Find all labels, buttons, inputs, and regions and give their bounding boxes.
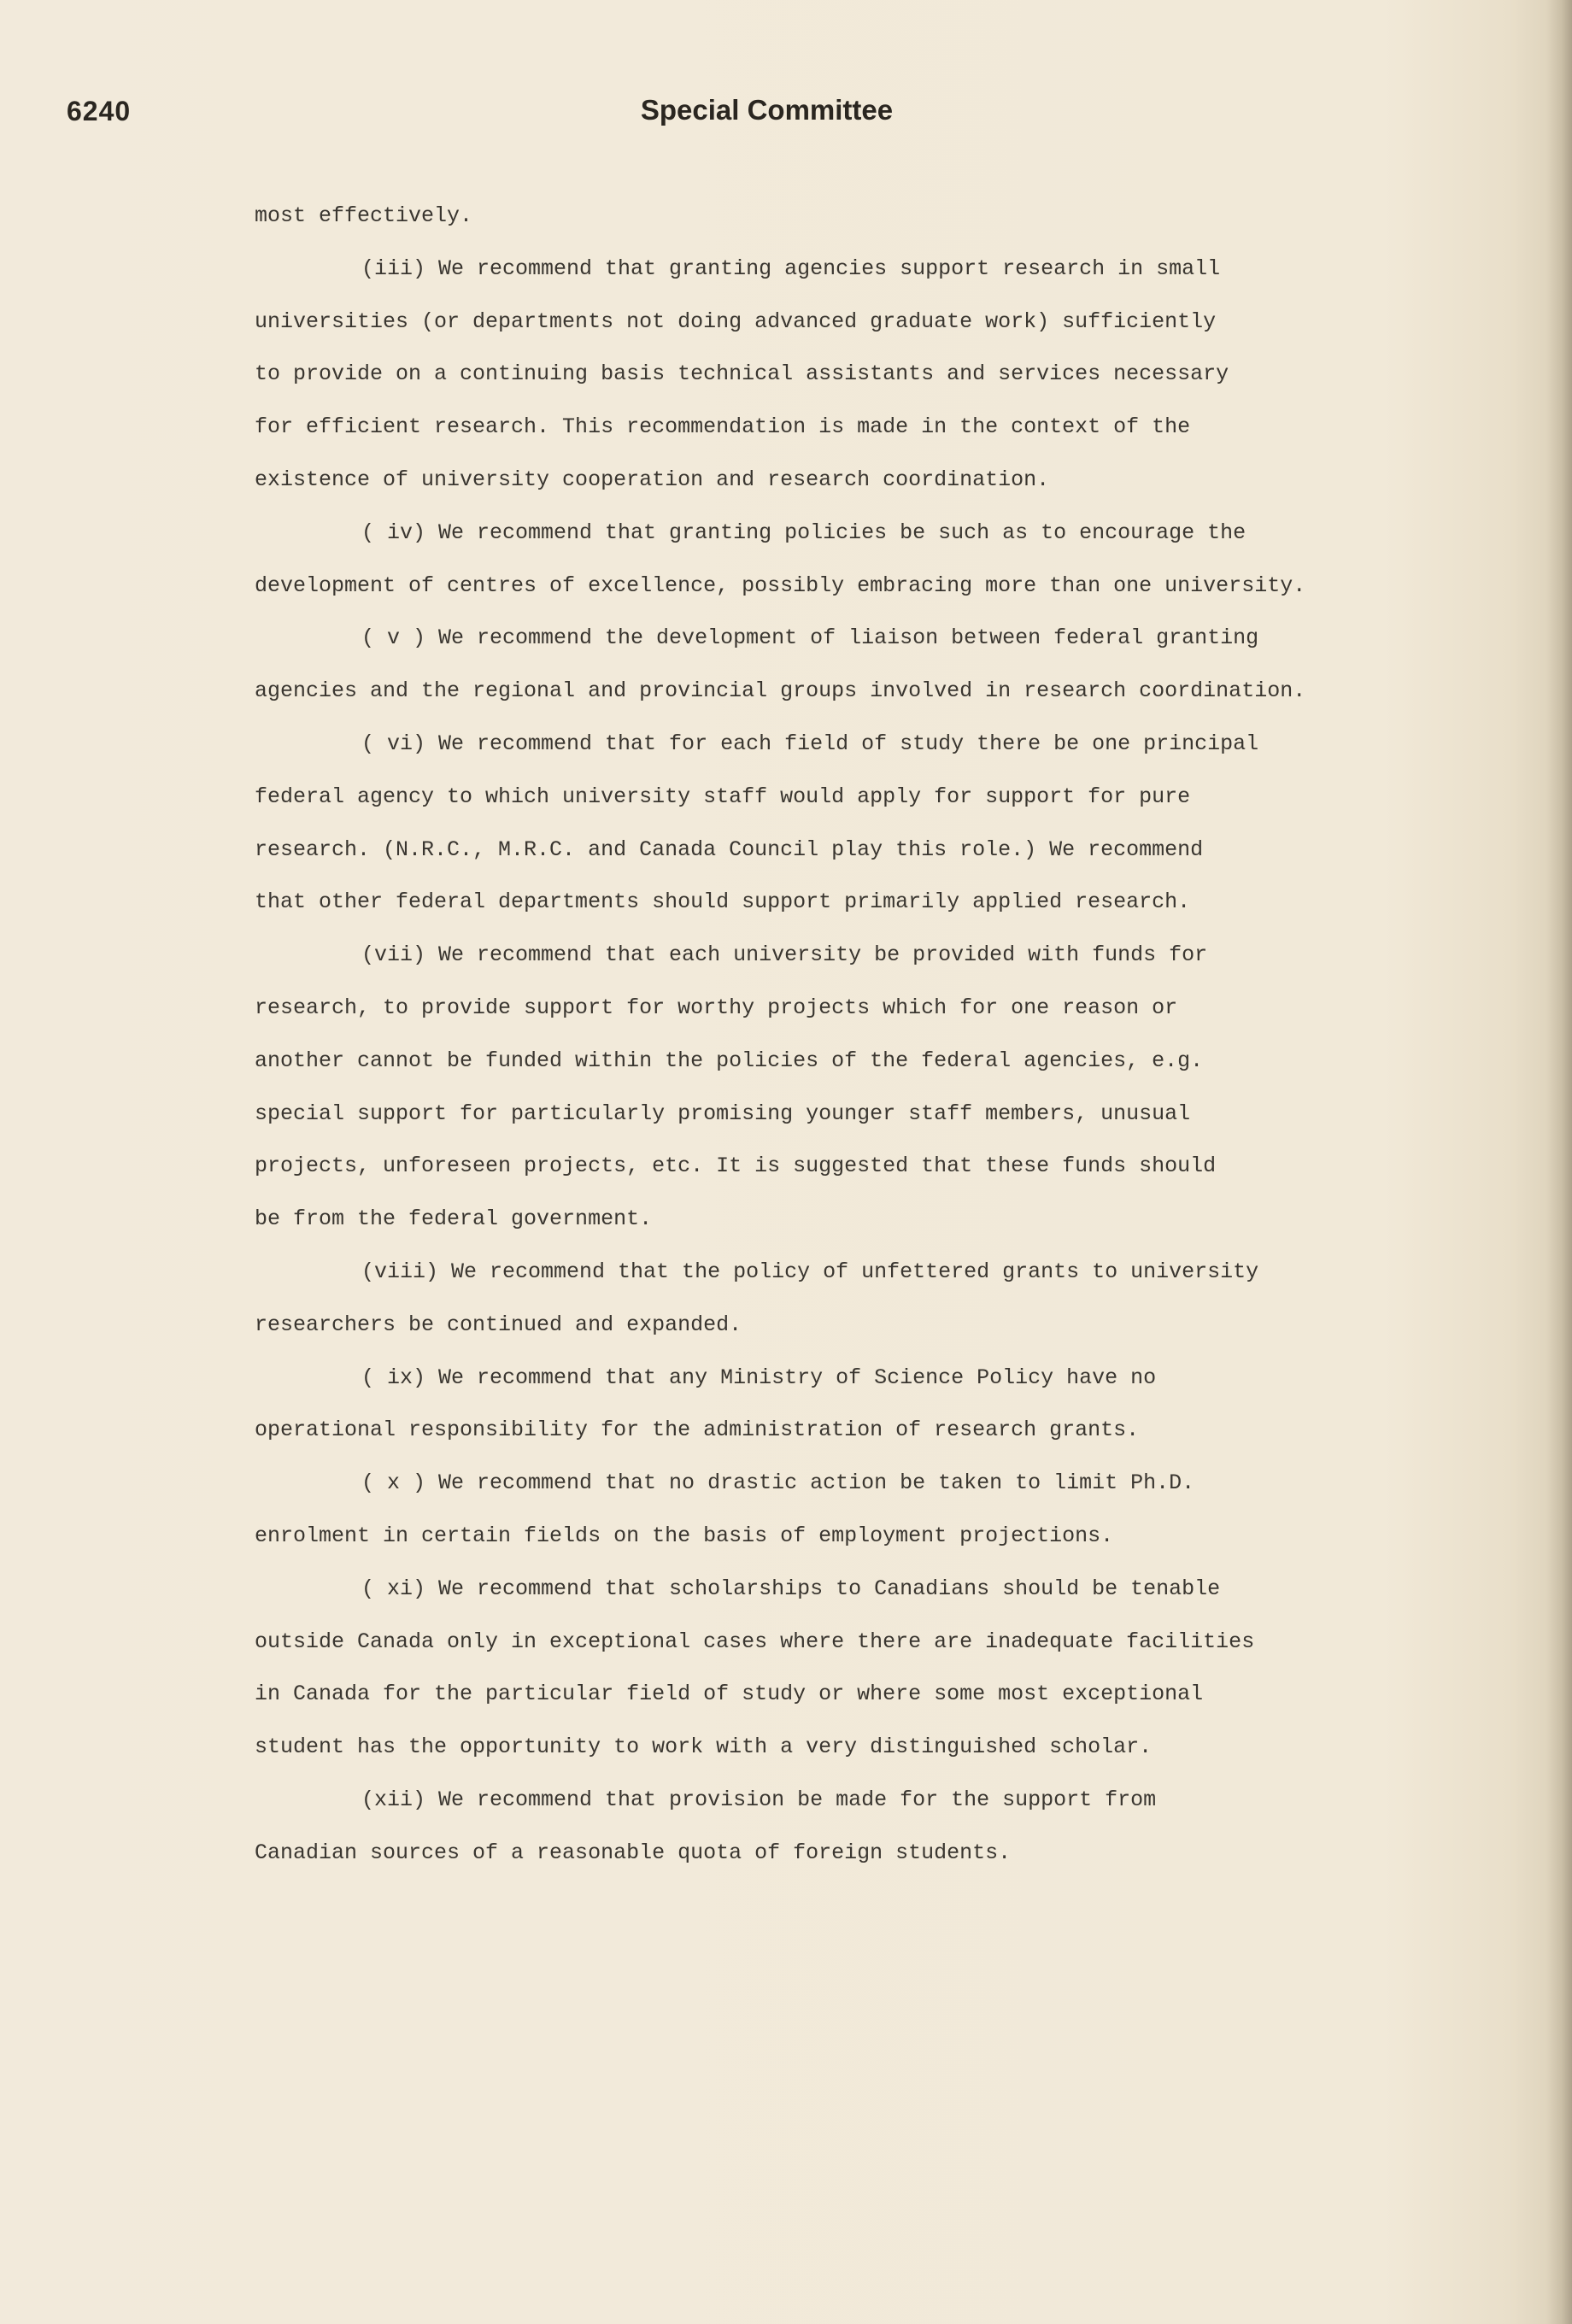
paragraph-start-line: ( ix) We recommend that any Ministry of Science Policy have no (361, 1364, 1157, 1390)
text-line: that other federal departments should support primarily applied research. (255, 889, 1191, 915)
text-line: research. (N.R.C., M.R.C. and Canada Council play this role.) We recommend (255, 836, 1204, 862)
text-line: enrolment in certain fields on the basis of employment projections. (255, 1523, 1114, 1548)
paragraph-start-line: ( xi) We recommend that scholarships to Canadians should be tenable (361, 1576, 1221, 1601)
paragraph-start-line: (vii) We recommend that each university be provided with funds for (361, 942, 1208, 968)
text-line: universities (or departments not doing advanced graduate work) sufficiently (255, 308, 1217, 334)
text-line: in Canada for the particular field of study or where some most exceptional (255, 1681, 1204, 1707)
text-line: researchers be continued and expanded. (255, 1312, 742, 1337)
text-line: agencies and the regional and provincial groups involved in research coordination. (255, 678, 1306, 704)
text-line: projects, unforeseen projects, etc. It is suggested that these funds should (255, 1153, 1217, 1179)
running-head: Special Committee (640, 94, 894, 126)
text-line: be from the federal government. (255, 1206, 653, 1232)
paragraph-start-line: ( x ) We recommend that no drastic action be taken to limit Ph.D. (361, 1470, 1195, 1496)
text-line: operational responsibility for the administration of research grants. (255, 1417, 1140, 1443)
paragraph-start-line: ( vi) We recommend that for each field of study there be one principal (361, 731, 1259, 756)
text-line: to provide on a continuing basis technical assistants and services necessary (255, 361, 1229, 387)
text-line: federal agency to which university staff would apply for support for pure (255, 783, 1191, 809)
text-line: research, to provide support for worthy projects which for one reason or (255, 995, 1178, 1020)
text-line: Canadian sources of a reasonable quota of foreign students. (255, 1840, 1012, 1865)
paragraph-start-line: (viii) We recommend that the policy of unfettered grants to university (361, 1259, 1259, 1284)
paragraph-start-line: ( v ) We recommend the development of liaison between federal granting (361, 625, 1259, 651)
page-number: 6240 (67, 96, 132, 126)
body-text (255, 190, 1365, 1880)
paragraph-start-line: ( iv) We recommend that granting policies be such as to encourage the (361, 519, 1246, 545)
text-line: for efficient research. This recommendation is made in the context of the (255, 414, 1191, 440)
paragraph-start-line: (xii) We recommend that provision be made for the support from (361, 1787, 1157, 1812)
text-line: outside Canada only in exceptional cases where there are inadequate facilities (255, 1629, 1255, 1654)
page-edge-shadow (1546, 0, 1572, 2324)
text-line: another cannot be funded within the policies of the federal agencies, e.g. (255, 1048, 1204, 1073)
paragraph-start-line: (iii) We recommend that granting agencies support research in small (361, 255, 1221, 281)
text-line: student has the opportunity to work with a very distinguished scholar. (255, 1734, 1153, 1760)
text-line: special support for particularly promising younger staff members, unusual (255, 1100, 1191, 1126)
text-line: most effectively. (255, 203, 473, 228)
text-line: development of centres of excellence, possibly embracing more than one university. (255, 572, 1306, 598)
text-line: existence of university cooperation and research coordination. (255, 467, 1050, 492)
